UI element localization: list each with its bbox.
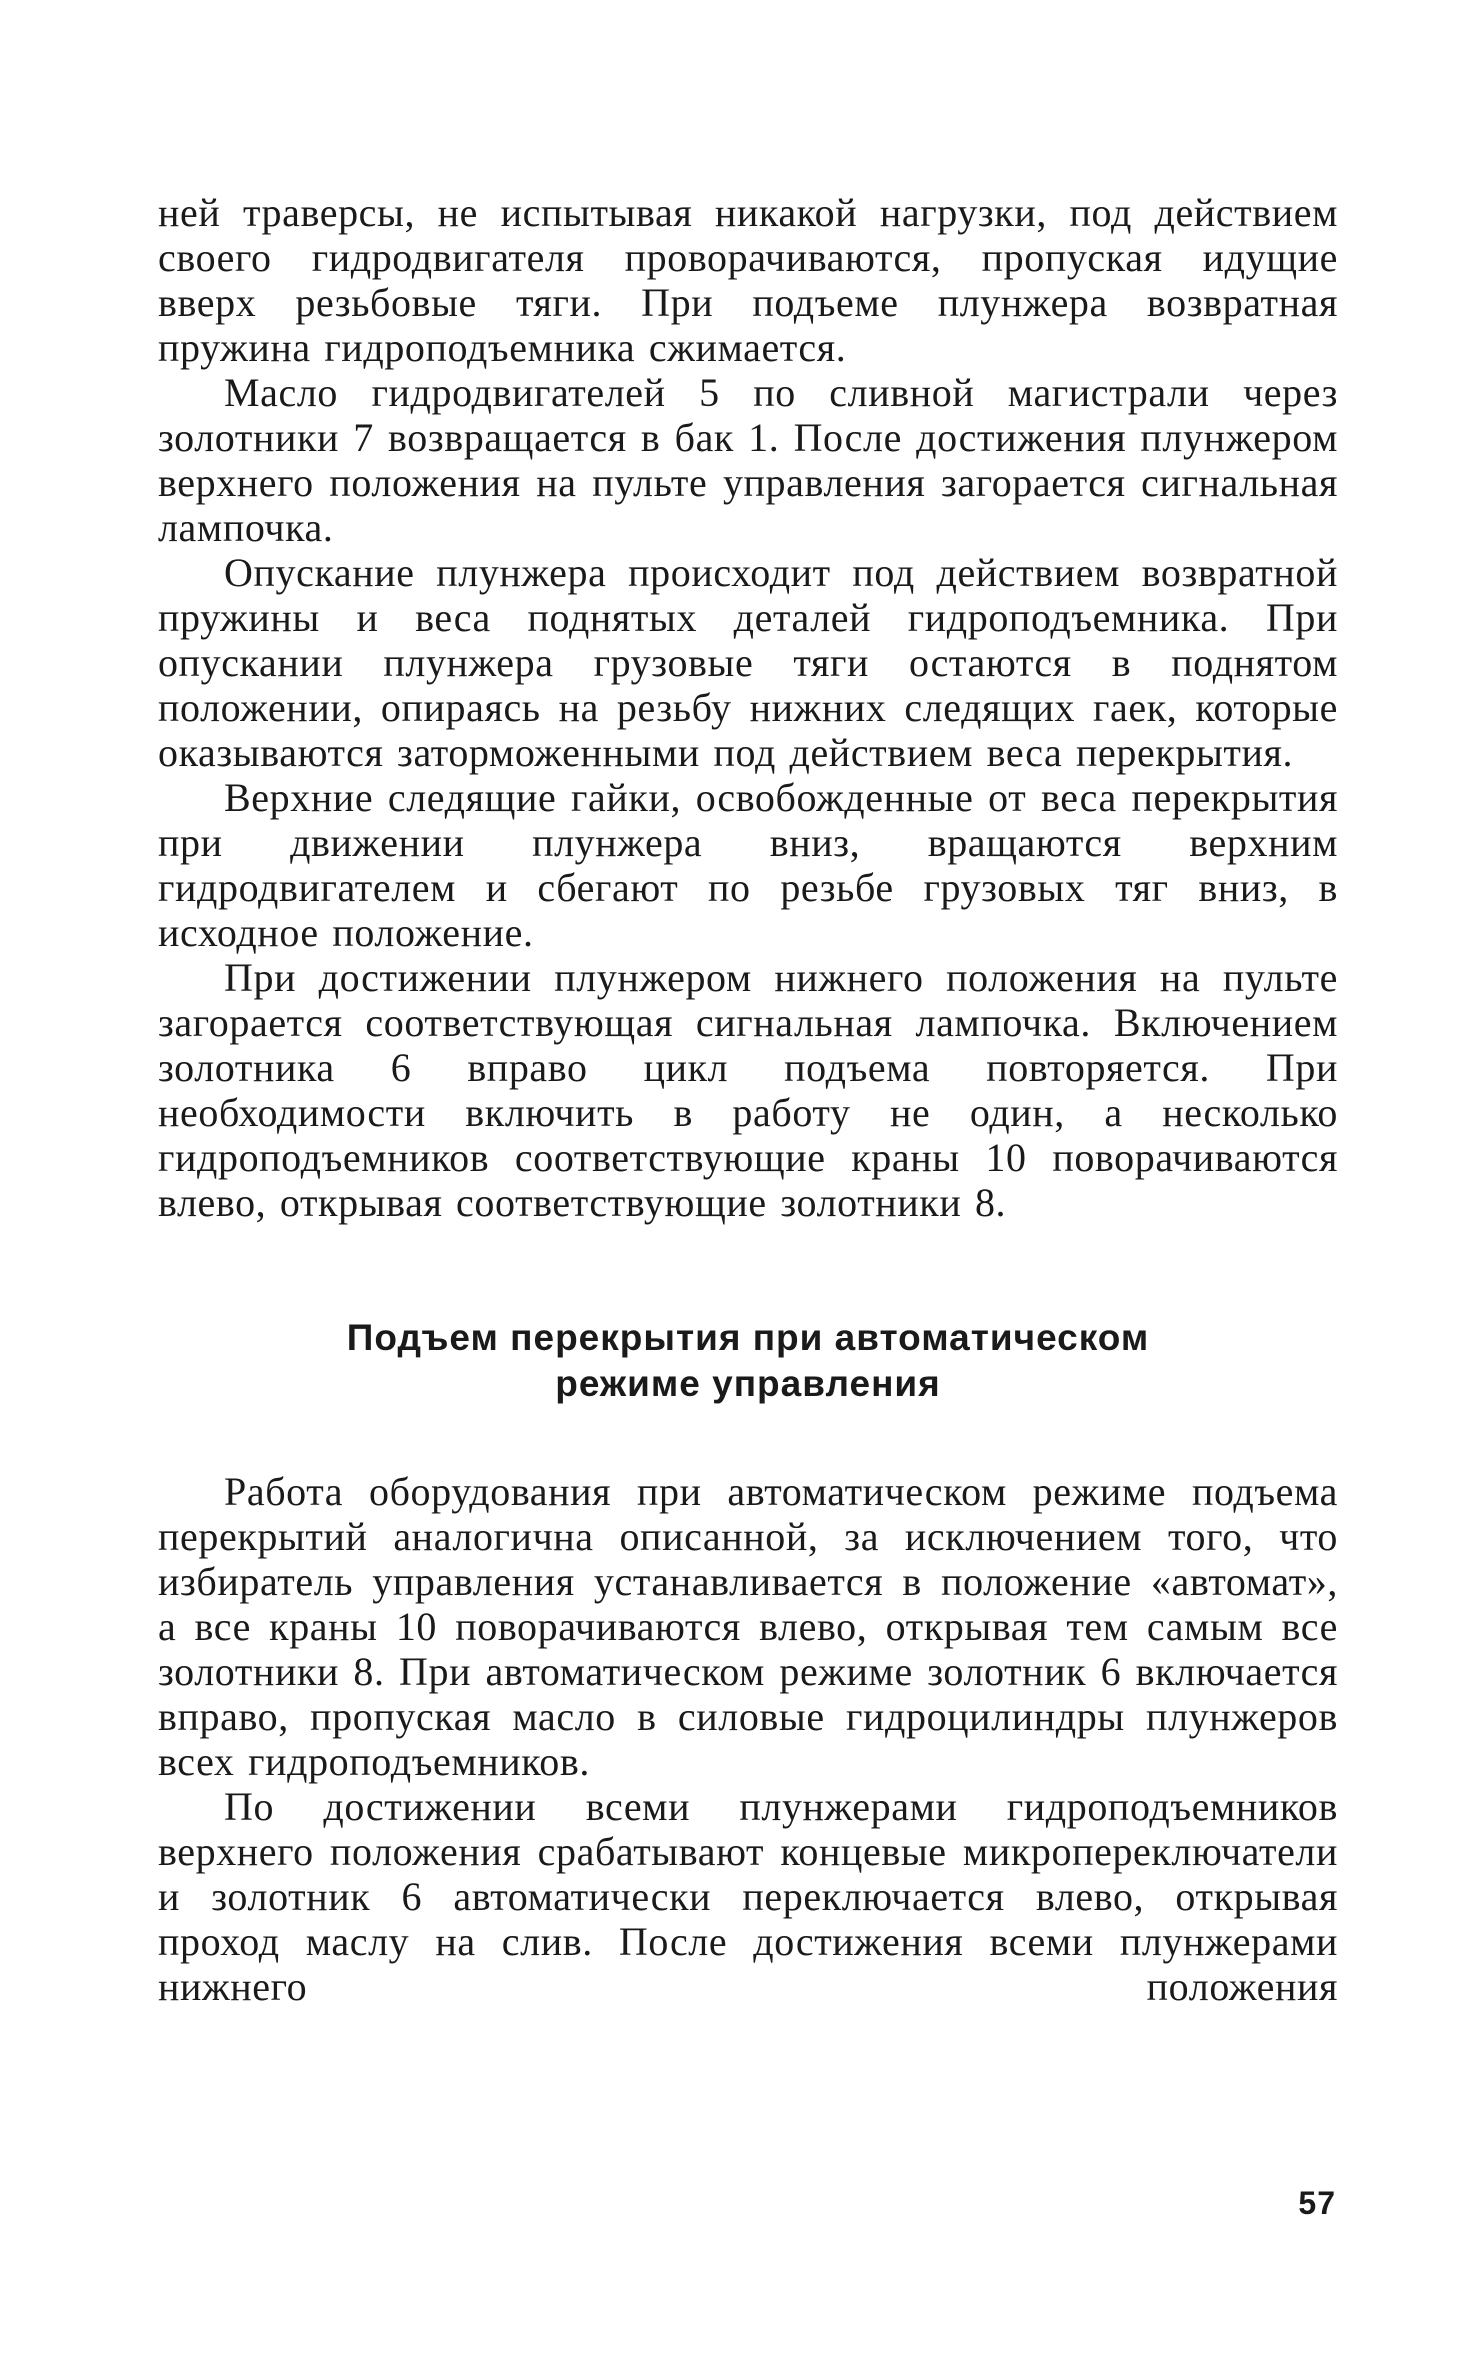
section-heading	[158, 1315, 1338, 1407]
paragraph-4: Верхние следящие гайки, освобожденные от веса перекрытия при движении плунжера вниз, вращаются верхним гидродвигателем и сбегают по резьбе грузовых тяг вниз, в исходное положение.	[158, 775, 1338, 955]
section-heading-line-1: Подъем перекрытия при автоматическом	[346, 1317, 1150, 1358]
paragraph-6: Работа оборудования при автоматическом режиме подъема перекрытий аналогична описанной, за исключением того, что избиратель управления устанавливается в положение «автомат», а все краны 10 поворачиваются влево, открывая тем самым все золотники 8. При автоматическом режиме золотник 6 включается вправо, пропуская масло в силовые гидроцилиндры плунжеров всех гидроподъемников.	[158, 1469, 1338, 1784]
paragraph-2: Масло гидродвигателей 5 по сливной магистрали через золотники 7 возвращается в бак 1. После достижения плунжером верхнего положения на пульте управления загорается сигнальная лампочка.	[158, 370, 1338, 550]
paragraph-7: По достижении всеми плунжерами гидроподъемников верхнего положения срабатывают концевые микропереключатели и золотник 6 автоматически переключается влево, открывая проход маслу на слив. После достижения всеми плунжерами нижнего положения	[158, 1784, 1338, 2009]
page-number: 57	[1298, 2185, 1336, 2221]
paragraph-3: Опускание плунжера происходит под действием возвратной пружины и веса поднятых деталей гидроподъемника. При опускании плунжера грузовые тяги остаются в поднятом положении, опираясь на резьбу нижних следящих гаек, которые оказываются заторможенными под действием веса перекрытия.	[158, 550, 1338, 775]
section-heading-line-2: режиме управления	[555, 1363, 941, 1404]
page-body	[158, 190, 1338, 2009]
paragraph-5: При достижении плунжером нижнего положения на пульте загорается соответствующая сигнальная лампочка. Включением золотника 6 вправо цикл подъема повторяется. При необходимости включить в работу не один, а несколько гидроподъемников соответствующие краны 10 поворачиваются влево, открывая соответствующие золотники 8.	[158, 955, 1338, 1225]
paragraph-1: ней траверсы, не испытывая никакой нагрузки, под действием своего гидродвигателя проворачиваются, пропуская идущие вверх резьбовые тяги. При подъеме плунжера возвратная пружина гидроподъемника сжимается.	[158, 190, 1338, 370]
